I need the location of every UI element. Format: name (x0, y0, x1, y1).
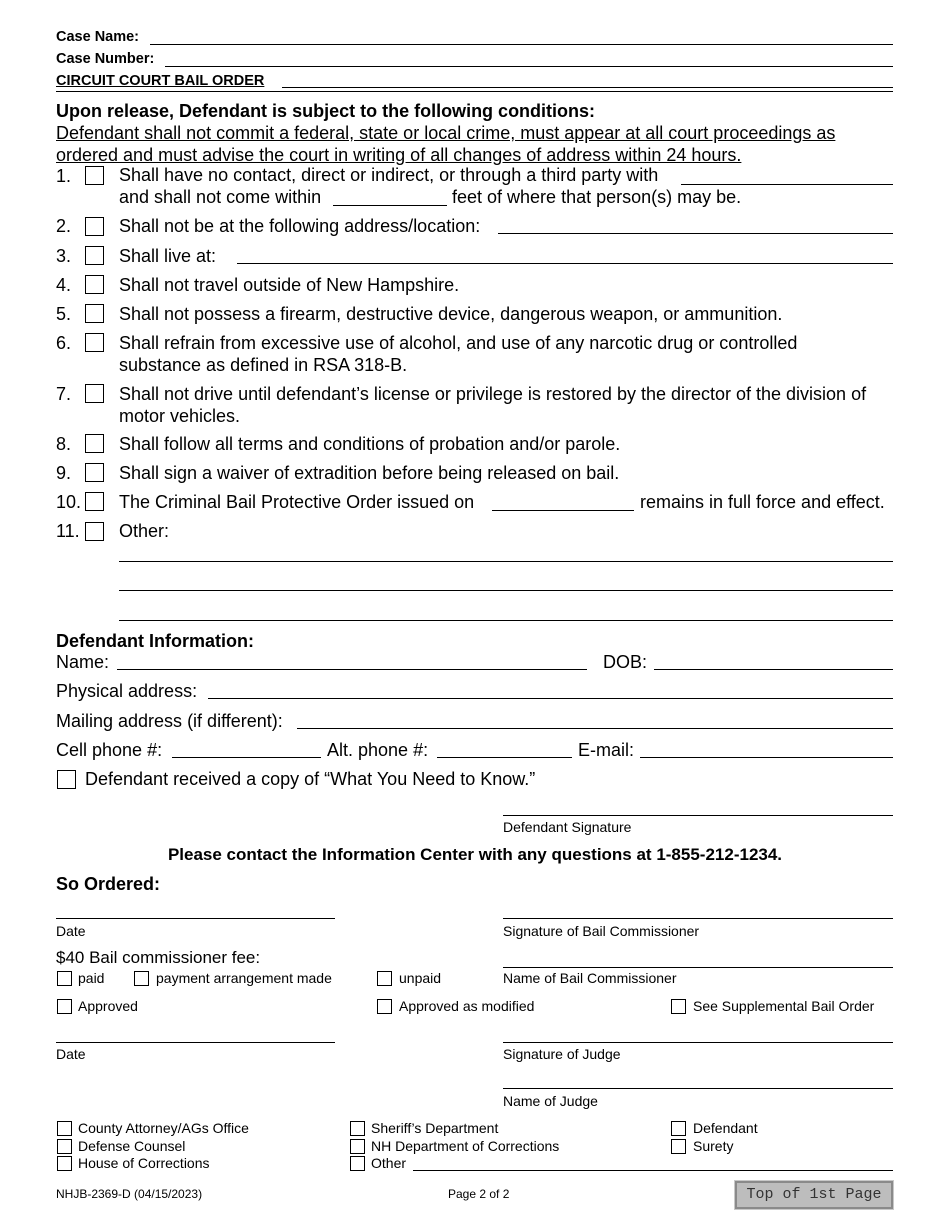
condition-8-text: Shall follow all terms and conditions of probation and/or parole. (119, 434, 621, 454)
condition-number: 8. (56, 434, 72, 454)
other-distribution-label: Other (371, 1155, 407, 1171)
condition-number: 7. (56, 384, 72, 404)
condition-6-text-2: substance as defined in RSA 318-B. (119, 355, 408, 375)
other-distribution-checkbox[interactable] (350, 1156, 365, 1171)
condition-10-checkbox[interactable] (85, 492, 104, 511)
house-corrections-checkbox[interactable] (57, 1156, 72, 1171)
condition-3-text: Shall live at: (119, 246, 217, 266)
condition-9-text: Shall sign a waiver of extradition before being released on bail. (119, 463, 620, 483)
cell-phone-field[interactable] (172, 757, 321, 758)
defendant-copy-label: Defendant (693, 1120, 758, 1136)
alt-phone-label: Alt. phone #: (327, 740, 429, 760)
judge-date-line[interactable] (56, 1042, 335, 1043)
email-field[interactable] (640, 757, 893, 758)
condition-1-text-2b: feet of where that person(s) may be. (452, 187, 742, 207)
case-number-field[interactable] (165, 66, 893, 67)
unpaid-checkbox[interactable] (377, 971, 392, 986)
supplemental-label: See Supplemental Bail Order (693, 998, 875, 1014)
email-label: E-mail: (578, 740, 635, 760)
defendant-name-field[interactable] (117, 669, 587, 670)
condition-3-checkbox[interactable] (85, 246, 104, 265)
case-name-field[interactable] (150, 44, 893, 45)
condition-number: 2. (56, 216, 72, 236)
condition-number: 4. (56, 275, 72, 295)
other-line-1[interactable] (119, 561, 893, 562)
condition-2-text: Shall not be at the following address/location: (119, 216, 481, 236)
condition-4-checkbox[interactable] (85, 275, 104, 294)
case-name-label: Case Name: (56, 29, 140, 45)
case-number-label: Case Number: (56, 51, 155, 67)
judge-date-label: Date (56, 1046, 86, 1062)
form-id: NHJB-2369-D (04/15/2023) (56, 1187, 203, 1201)
so-ordered-heading: So Ordered: (56, 874, 161, 894)
condition-number: 3. (56, 246, 72, 266)
condition-11-text: Other: (119, 521, 170, 541)
condition-9-checkbox[interactable] (85, 463, 104, 482)
defendant-name-label: Name: (56, 652, 110, 672)
nh-doc-label: NH Department of Corrections (371, 1138, 560, 1154)
unpaid-label: unpaid (399, 970, 442, 986)
paid-label: paid (78, 970, 105, 986)
paid-checkbox[interactable] (57, 971, 72, 986)
defendant-heading: Defendant Information: (56, 631, 254, 651)
house-corrections-label: House of Corrections (78, 1155, 210, 1171)
approved-checkbox[interactable] (57, 999, 72, 1014)
defendant-copy-checkbox[interactable] (671, 1121, 686, 1136)
defense-counsel-label: Defense Counsel (78, 1138, 186, 1154)
dob-label: DOB: (603, 652, 648, 672)
conditions-intro-1: Defendant shall not commit a federal, state or local crime, must appear at all court proceedings as (56, 123, 836, 143)
fee-label: $40 Bail commissioner fee: (56, 948, 261, 967)
condition-8-checkbox[interactable] (85, 434, 104, 453)
payment-arrangement-label: payment arrangement made (156, 970, 332, 986)
condition-2-checkbox[interactable] (85, 217, 104, 236)
condition-2-address-field[interactable] (498, 233, 893, 234)
physical-address-label: Physical address: (56, 681, 198, 701)
county-attorney-label: County Attorney/AGs Office (78, 1120, 249, 1136)
copy-received-checkbox[interactable] (57, 770, 76, 789)
physical-address-field[interactable] (208, 698, 893, 699)
defense-counsel-checkbox[interactable] (57, 1139, 72, 1154)
surety-label: Surety (693, 1138, 734, 1154)
condition-number: 6. (56, 333, 72, 353)
condition-number: 10. (56, 492, 82, 512)
title-rule (282, 87, 893, 88)
copy-received-text: Defendant received a copy of “What You Need to Know.” (85, 769, 536, 789)
condition-10-text-b: remains in full force and effect. (640, 492, 885, 512)
surety-checkbox[interactable] (671, 1139, 686, 1154)
judge-signature-label: Signature of Judge (503, 1046, 621, 1062)
defendant-signature-label: Defendant Signature (503, 819, 632, 835)
condition-4-text: Shall not travel outside of New Hampshire. (119, 275, 460, 295)
condition-6-checkbox[interactable] (85, 333, 104, 352)
condition-number: 5. (56, 304, 72, 324)
page-number: Page 2 of 2 (448, 1187, 510, 1201)
condition-1-text-2a: and shall not come within (119, 187, 322, 207)
commissioner-signature-line[interactable] (503, 918, 893, 919)
other-line-2[interactable] (119, 590, 893, 591)
cell-phone-label: Cell phone #: (56, 740, 163, 760)
condition-number: 9. (56, 463, 72, 483)
condition-1-checkbox[interactable] (85, 166, 104, 185)
condition-7-text-2: motor vehicles. (119, 406, 241, 426)
condition-11-checkbox[interactable] (85, 522, 104, 541)
other-line-3[interactable] (119, 620, 893, 621)
condition-number: 11. (56, 521, 80, 541)
condition-number: 1. (56, 166, 72, 186)
condition-3-live-field[interactable] (237, 263, 893, 264)
condition-10-text-a: The Criminal Bail Protective Order issued on (119, 492, 475, 512)
condition-5-text: Shall not possess a firearm, destructive device, dangerous weapon, or ammunition. (119, 304, 783, 324)
mailing-address-label: Mailing address (if different): (56, 711, 283, 731)
sheriff-label: Sheriff’s Department (371, 1120, 499, 1136)
date-line[interactable] (56, 918, 335, 919)
judge-name-line[interactable] (503, 1088, 893, 1089)
commissioner-name-label: Name of Bail Commissioner (503, 970, 677, 986)
condition-7-text: Shall not drive until defendant’s license or privilege is restored by the director of the division of (119, 384, 867, 404)
condition-1-text: Shall have no contact, direct or indirect, or through a third party with (119, 165, 659, 185)
mailing-address-field[interactable] (297, 728, 893, 729)
condition-10-date-field[interactable] (492, 510, 634, 511)
other-distribution-field[interactable] (413, 1170, 893, 1171)
judge-signature-line[interactable] (503, 1042, 893, 1043)
supplemental-checkbox[interactable] (671, 999, 686, 1014)
top-of-first-page-button[interactable]: Top of 1st Page (735, 1181, 893, 1209)
commissioner-name-line[interactable] (503, 967, 893, 968)
approved-modified-label: Approved as modified (399, 998, 535, 1014)
approved-modified-checkbox[interactable] (377, 999, 392, 1014)
condition-1-feet-field[interactable] (333, 205, 447, 206)
title-rule-2 (56, 91, 893, 92)
conditions-intro-2: ordered and must advise the court in writing of all changes of address within 24 hours. (56, 145, 742, 165)
form-title: CIRCUIT COURT BAIL ORDER (56, 73, 265, 89)
contact-notice: Please contact the Information Center with any questions at 1-855-212-1234. (167, 845, 783, 864)
alt-phone-field[interactable] (437, 757, 572, 758)
nh-doc-checkbox[interactable] (350, 1139, 365, 1154)
sheriff-checkbox[interactable] (350, 1121, 365, 1136)
dob-field[interactable] (654, 669, 893, 670)
condition-6-text: Shall refrain from excessive use of alcohol, and use of any narcotic drug or controlled (119, 333, 798, 353)
judge-name-label: Name of Judge (503, 1093, 598, 1109)
payment-arrangement-checkbox[interactable] (134, 971, 149, 986)
condition-7-checkbox[interactable] (85, 384, 104, 403)
condition-5-checkbox[interactable] (85, 304, 104, 323)
approved-label: Approved (78, 998, 138, 1014)
defendant-signature-line[interactable] (503, 815, 893, 816)
commissioner-signature-label: Signature of Bail Commissioner (503, 923, 700, 939)
conditions-heading: Upon release, Defendant is subject to the following conditions: (56, 101, 596, 121)
county-attorney-checkbox[interactable] (57, 1121, 72, 1136)
date-label: Date (56, 923, 86, 939)
condition-1-person-field[interactable] (681, 184, 893, 185)
